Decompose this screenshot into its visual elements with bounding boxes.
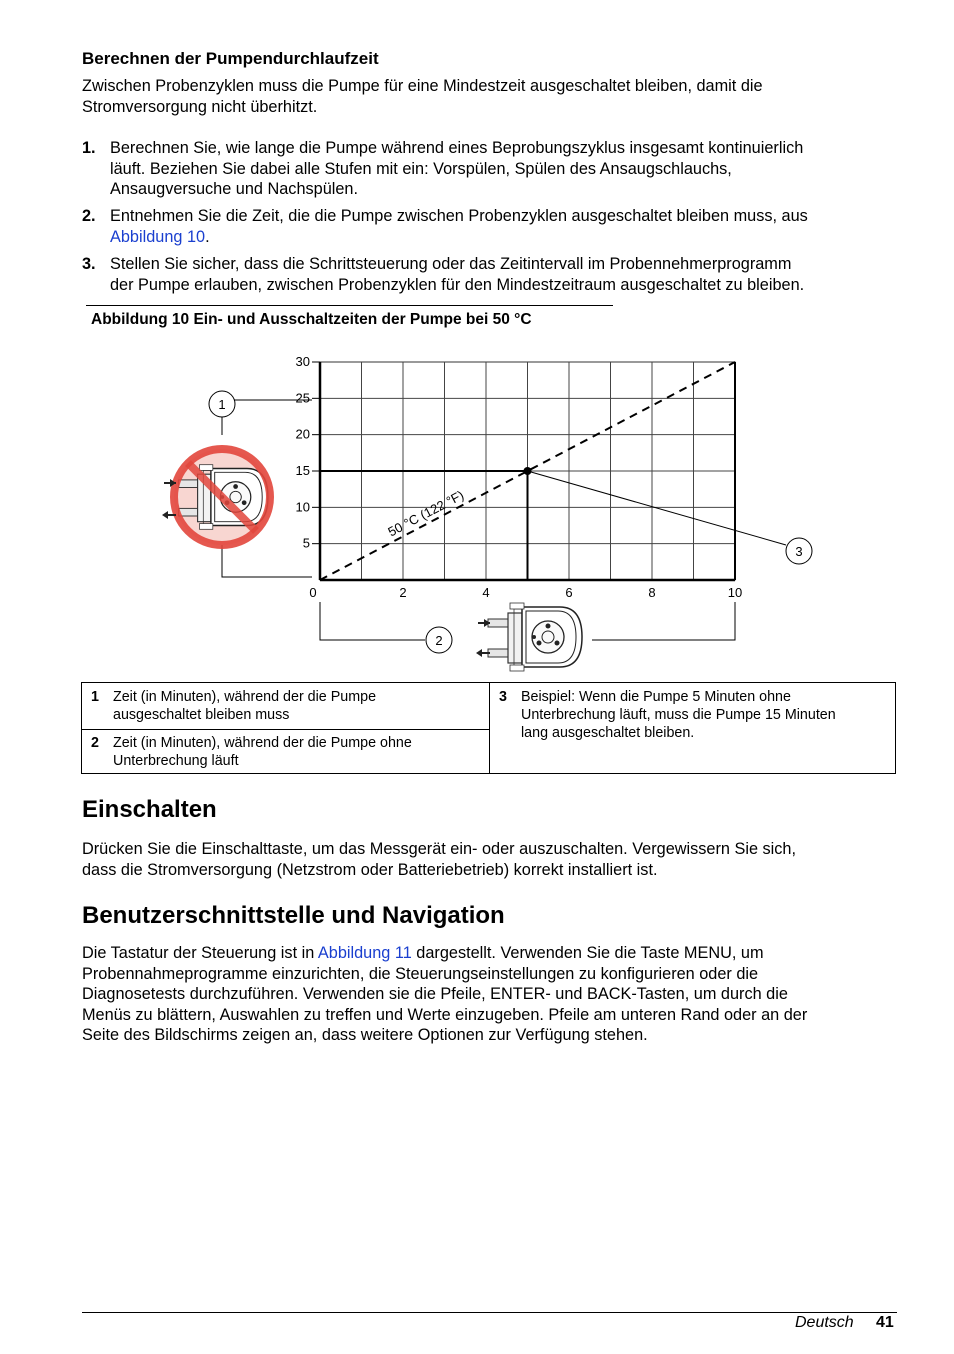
text-run: dargestellt. Verwenden Sie die Taste MENU, um — [411, 944, 764, 962]
step-punct: . — [205, 227, 210, 246]
step-number: 3. — [82, 255, 96, 273]
y-tick-label: 5 — [302, 535, 310, 551]
x-tick-label: 10 — [727, 585, 743, 600]
legend-item-1 — [91, 688, 481, 724]
intro-line: Stromversorgung nicht überhitzt. — [82, 97, 318, 116]
callout-2-bracket — [320, 602, 425, 640]
x-tick-label: 8 — [648, 585, 656, 600]
x-tick-label: 2 — [399, 585, 407, 600]
figure-11-link[interactable]: Abbildung 11 — [317, 944, 412, 962]
x-tick-label: 0 — [309, 585, 317, 600]
legend-item-3 — [499, 688, 889, 742]
paragraph-line: Probennahmeprogramme einzurichten, die Steuerungseinstellungen zu konfigurieren oder die — [82, 964, 759, 983]
paragraph-line: Diagnosetests durchzuführen. Verwenden sie die Pfeile, ENTER- und BACK-Tasten, um durch die — [82, 985, 788, 1004]
einschalten-paragraph — [82, 839, 897, 880]
step-text — [110, 206, 897, 247]
callout-3-label: 3 — [795, 544, 803, 559]
intro-paragraph — [82, 76, 897, 117]
callout-2-label: 2 — [435, 633, 443, 648]
figure-caption: Abbildung 10 Ein- und Ausschaltzeiten der Pumpe bei 50 °C — [91, 311, 532, 328]
intro-line: Zwischen Probenzyklen muss die Pumpe für eine Mindestzeit ausgeschaltet bleiben, damit die — [82, 77, 763, 95]
navigation-heading: Benutzerschnittstelle und Navigation — [82, 902, 505, 929]
step-line: der Pumpe erlauben, zwischen Probenzyklen für den Mindestzeitraum ausgeschaltet zu bleiben. — [110, 275, 805, 294]
y-tick-label: 25 — [295, 390, 310, 406]
step-line: Ansaugversuche und Nachspülen. — [110, 180, 359, 199]
callout-3 — [786, 538, 812, 564]
highlight-point — [524, 467, 532, 475]
y-tick-label: 10 — [295, 499, 310, 515]
y-tick-label: 20 — [295, 426, 310, 442]
footer-rule — [82, 1312, 897, 1313]
figure-legend — [81, 682, 896, 774]
legend-text: Beispiel: Wenn die Pumpe 5 Minuten ohne — [521, 689, 791, 705]
x-tick-label: 6 — [565, 585, 573, 600]
paragraph-line: dass die Stromversorgung (Netzstrom oder Batteriebetrieb) korrekt installiert ist. — [82, 860, 658, 879]
paragraph-line: Seite des Bildschirms zeigen an, dass weitere Optionen zur Verfügung stehen. — [82, 1026, 648, 1045]
pump-running-icon — [476, 603, 582, 671]
callout-1 — [209, 391, 235, 417]
legend-divider-h — [82, 729, 490, 730]
paragraph-line: Drücken Sie die Einschalttaste, um das Messgerät ein- oder auszuschalten. Vergewissern Sie sich, — [82, 840, 797, 858]
legend-item-2 — [91, 734, 481, 770]
step-line — [110, 227, 897, 248]
paragraph-line: Menüs zu blättern, Auswahlen zu treffen und Werte einzugeben. Pfeile am unteren Rand oder an der — [82, 1005, 808, 1024]
x-tick-label: 4 — [482, 585, 490, 600]
step-text — [110, 138, 897, 200]
step-line: Stellen Sie sicher, dass die Schrittsteuerung oder das Zeitintervall im Probennehmerprogramm — [110, 255, 792, 273]
einschalten-heading: Einschalten — [82, 796, 217, 823]
figure-10-link[interactable]: Abbildung 10 — [110, 227, 206, 246]
legend-text: Unterbrechung läuft — [113, 753, 239, 769]
step-line: Entnehmen Sie die Zeit, die die Pumpe zwischen Probenzyklen ausgeschaltet bleiben muss, aus — [110, 207, 808, 225]
legend-number: 3 — [499, 689, 507, 705]
page-number: 41 — [876, 1314, 894, 1331]
pump-time-chart — [0, 340, 954, 680]
pump-off-icon — [162, 449, 270, 545]
callout-1-label: 1 — [218, 397, 226, 412]
paragraph-line — [82, 943, 897, 964]
step-text — [110, 254, 897, 295]
callout-2 — [426, 627, 452, 653]
navigation-paragraph — [82, 943, 897, 1046]
legend-number: 2 — [91, 735, 99, 751]
text-run: Die Tastatur der Steuerung ist in — [82, 944, 318, 962]
step-number: 2. — [82, 207, 96, 225]
step-2 — [82, 206, 897, 247]
callout-1-bracket-lower — [222, 545, 312, 577]
legend-text: Zeit (in Minuten), während der die Pumpe — [113, 689, 377, 705]
legend-text: Zeit (in Minuten), während der die Pumpe ohne — [113, 735, 412, 751]
legend-number: 1 — [91, 689, 99, 705]
legend-divider-v — [489, 683, 490, 773]
section-heading: Berechnen der Pumpendurchlaufzeit — [82, 49, 379, 68]
step-line: läuft. Beziehen Sie dabei alle Stufen mit ein: Vorspülen, Spülen des Ansaugschlauchs, — [110, 159, 732, 178]
series-label: 50 °C (122 °F) — [385, 487, 467, 540]
step-number: 1. — [82, 139, 96, 157]
step-1 — [82, 138, 897, 200]
callout-2-bracket-right — [592, 602, 735, 640]
legend-text: lang ausgeschaltet bleiben. — [521, 725, 695, 741]
step-line: Berechnen Sie, wie lange die Pumpe während eines Beprobungszyklus insgesamt kontinuierlich — [110, 139, 804, 157]
caption-rule — [86, 305, 613, 306]
y-tick-label: 15 — [295, 463, 310, 478]
footer-language: Deutsch — [795, 1314, 854, 1331]
step-3 — [82, 254, 897, 295]
y-tick-label: 30 — [295, 354, 310, 369]
legend-text: Unterbrechung läuft, muss die Pumpe 15 Minuten — [521, 707, 836, 723]
legend-text: ausgeschaltet bleiben muss — [113, 707, 290, 723]
